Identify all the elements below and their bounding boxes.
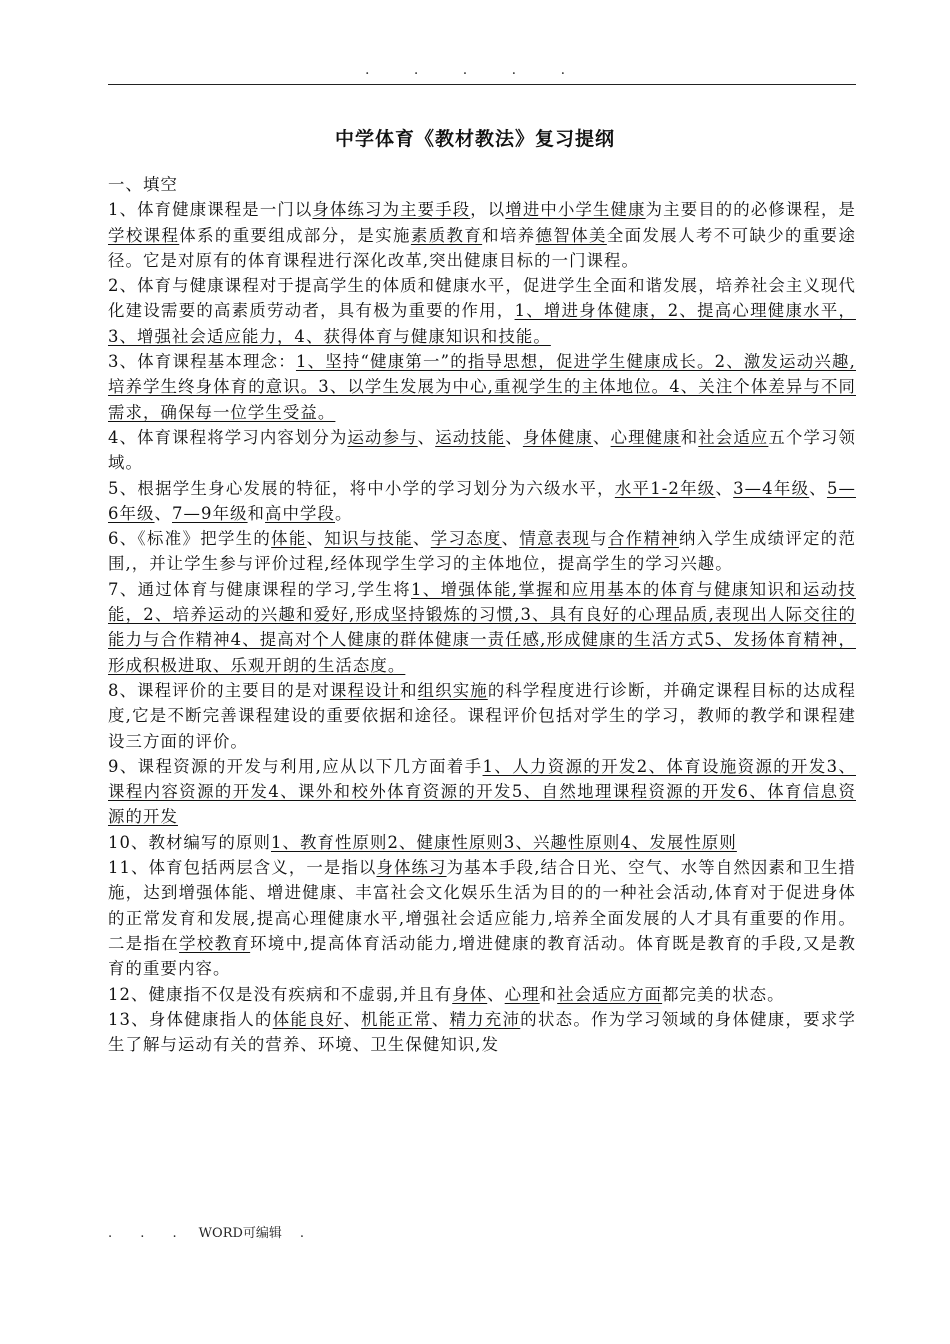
paragraph-item-3 [108, 349, 856, 425]
page-footer [108, 1222, 304, 1241]
underlined-answer: 身体练习为主要手段 [312, 200, 471, 220]
footer-dots: . . . [108, 1226, 189, 1241]
paragraph-text: 、 [154, 503, 173, 523]
paragraph-text: 、 [715, 478, 734, 498]
paragraph-text: 、 [417, 427, 436, 447]
paragraph-text: 12、健康指不仅是没有疾病和不虚弱,并且有 [108, 984, 453, 1004]
underlined-answer: 精力充沛 [449, 1009, 521, 1029]
paragraph-text: 、 [501, 529, 520, 549]
paragraph-text: 和 [247, 503, 266, 523]
underlined-answer: 运动技能 [435, 427, 506, 447]
underlined-answer: 合作精神 [608, 529, 679, 549]
underlined-answer: 体能 [271, 529, 307, 549]
paragraph-text: 、 [306, 529, 325, 549]
paragraph-item-6 [108, 526, 856, 577]
paragraph-item-1 [108, 197, 856, 273]
paragraph-text: 7、通过体育与健康课程的学习,学生将 [108, 579, 411, 599]
paragraph-text: ，以 [470, 200, 506, 220]
underlined-answer: 学习态度 [430, 529, 502, 549]
paragraph-list [108, 197, 856, 1057]
paragraph-text: 、 [809, 478, 827, 498]
underlined-answer: 心理健康 [610, 427, 681, 447]
paragraph-text: 的状态。作为学习领域的身体健康，要求学生了解与运动有关的营养、环境、卫生保健知识,发 [108, 1009, 857, 1055]
header-dots: . . . . . [364, 62, 586, 78]
paragraph-item-12 [108, 982, 856, 1007]
underlined-answer: 1、人力资源的开发2、体育设施资源的开发3、课程内容资源的开发4、课外和校外体育资源的开发5、自然地理课程资源的开发6、体育信息资源的开发 [108, 756, 856, 827]
paragraph-text: 5、根据学生身心发展的特征，将中小学的学习划分为六级水平， [108, 478, 615, 498]
underlined-answer: 心理 [504, 984, 540, 1004]
underlined-answer: 组织实施 [417, 680, 488, 700]
paragraph-item-10 [108, 830, 856, 855]
paragraph-text: 2、体育与健康课程对于提高学生的体质和健康水平，促进学生全面和谐发展，培养社会主义现代化建设需要的高素质劳动者，具有极为重要的作用， [108, 276, 856, 321]
underlined-answer: 社会适应方面 [557, 984, 663, 1004]
underlined-answer: 7—9年级 [172, 503, 248, 523]
paragraph-text: 3、体育课程基本理念： [108, 352, 296, 372]
paragraph-text: 环境中,提高体育活动能力,增进健康的教育活动。体育既是教育的手段,又是教育的重要内容。 [108, 933, 856, 979]
underlined-answer: 课程设计 [329, 680, 401, 700]
paragraph-item-5 [108, 476, 856, 527]
underlined-answer: 1、坚持“健康第一”的指导思想，促进学生健康成长。2、激发运动兴趣,培养学生终身体育的意识。3、以学生发展为中心,重视学生的主体地位。4、关注个体差异与不同需求，确保每一位学生受益。 [108, 352, 856, 422]
paragraph-text: 全面发展人考不可缺少的重要途径。它是对原有的体育课程进行深化改革,突出健康目标的一门课程。 [108, 225, 856, 270]
paragraph-item-9 [108, 754, 856, 830]
page-title: 中学体育《教材教法》复习提纲 [334, 128, 615, 150]
paragraph-text: 6、《标准》把学生的 [108, 529, 272, 549]
paragraph-item-13 [108, 1007, 856, 1058]
underlined-answer: 学校教育 [179, 933, 251, 953]
paragraph-text: 都完美的状态。 [662, 984, 785, 1004]
paragraph-item-8 [108, 678, 856, 754]
underlined-answer: 身体 [452, 984, 488, 1004]
paragraph-text: 为基本手段,结合日光、空气、水等自然因素和卫生措施，达到增强体能、增进健康、丰富社会文化娱乐生活为目的的一种社会活动,体育对于促进身体的正常发育和发展,提高心理健康水平,增强社会适应能力,培养全面发展的人才具有重要的作用。二是指在 [108, 858, 856, 953]
underlined-answer: 社会适应 [698, 427, 769, 447]
paragraph-text: 和培养 [482, 225, 536, 245]
underlined-answer: 增进中小学生健康 [505, 200, 646, 220]
underlined-answer: 运动参与 [347, 427, 418, 447]
underlined-answer: 身体练习 [376, 858, 447, 878]
paragraph-text: 为主要目的的必修课程，是 [645, 200, 856, 220]
paragraph-item-4 [108, 425, 856, 476]
paragraph-text: 和 [680, 427, 699, 447]
section-heading: 一、填空 [108, 175, 178, 194]
underlined-answer: 体能良好 [272, 1009, 344, 1029]
paragraph-text: 13、身体健康指人的 [108, 1009, 273, 1029]
paragraph-text: 、 [593, 427, 611, 447]
underlined-answer: 3—4年级 [733, 478, 810, 498]
paragraph-text: 。 [335, 503, 353, 523]
underlined-answer: 素质教育 [410, 225, 483, 245]
underlined-answer: 1、增强体能,掌握和应用基本的体育与健康知识和运动技能，2、培养运动的兴趣和爱好,形成坚持锻炼的习惯,3、具有良好的心理品质,表现出人际交往的能力与合作精神4、提高对个人健康的群体健康一责任感,形成健康的生活方式5、发扬体育精神，形成积极进取、乐观开朗的生活态度。 [108, 579, 856, 675]
paragraph-text: 、 [505, 427, 523, 447]
footer-label: WORD可编辑 [198, 1226, 282, 1241]
paragraph-text: 、 [431, 1009, 450, 1029]
paragraph-text: 8、课程评价的主要目的是对 [108, 680, 330, 700]
paragraph-text: 11、体育包括两层含义，一是指以 [108, 858, 377, 878]
paragraph-text: 1、体育健康课程是一门以 [108, 200, 313, 220]
header-rule [108, 84, 856, 85]
underlined-answer: 1、增进身体健康，2、提高心理健康水平，3、增强社会适应能力，4、获得体育与健康知识和技能。 [108, 301, 856, 346]
paragraph-text: 和 [539, 984, 558, 1004]
paragraph-text: 的科学程度进行诊断，并确定课程目标的达成程度,它是不断完善课程建设的重要依据和途径。课程评价包括对学生的学习，教师的教学和课程建设三方面的评价。 [108, 680, 856, 751]
paragraph-text: 10、教材编写的原则 [108, 832, 271, 852]
underlined-answer: 德智体美 [535, 225, 607, 245]
underlined-answer: 身体健康 [522, 427, 594, 447]
paragraph-text: 、 [343, 1009, 362, 1029]
underlined-answer: 机能正常 [361, 1009, 432, 1029]
underlined-answer: 高中学段 [265, 503, 336, 523]
paragraph-item-2 [108, 273, 856, 349]
paragraph-text: 和 [400, 680, 418, 700]
underlined-answer: 5—6年级 [108, 478, 856, 523]
paragraph-text: 、 [487, 984, 505, 1004]
paragraph-text: 4、体育课程将学习内容划分为 [108, 427, 348, 447]
paragraph-text: 9、课程资源的开发与利用,应从以下几方面着手 [108, 756, 483, 776]
underlined-answer: 情意表现 [519, 529, 591, 549]
paragraph-text: 纳入学生成绩评定的范围,，并让学生参与评价过程,经体现学生学习的主体地位，提高学生的学习兴趣。 [108, 529, 857, 574]
paragraph-text: 五个学习领域。 [108, 427, 857, 473]
footer-tail: . [299, 1226, 305, 1241]
paragraph-text: 与 [590, 529, 609, 549]
paragraph-item-7 [108, 577, 856, 678]
document-body [108, 172, 856, 1057]
paragraph-text: 体系的重要组成部分，是实施 [179, 225, 411, 245]
underlined-answer: 水平1-2年级 [614, 478, 716, 498]
paragraph-text: 、 [412, 529, 431, 549]
underlined-answer: 1、教育性原则2、健康性原则3、兴趣性原则4、发展性原则 [270, 832, 737, 852]
underlined-answer: 学校课程 [108, 225, 180, 245]
paragraph-item-11 [108, 855, 856, 981]
underlined-answer: 知识与技能 [324, 529, 413, 549]
